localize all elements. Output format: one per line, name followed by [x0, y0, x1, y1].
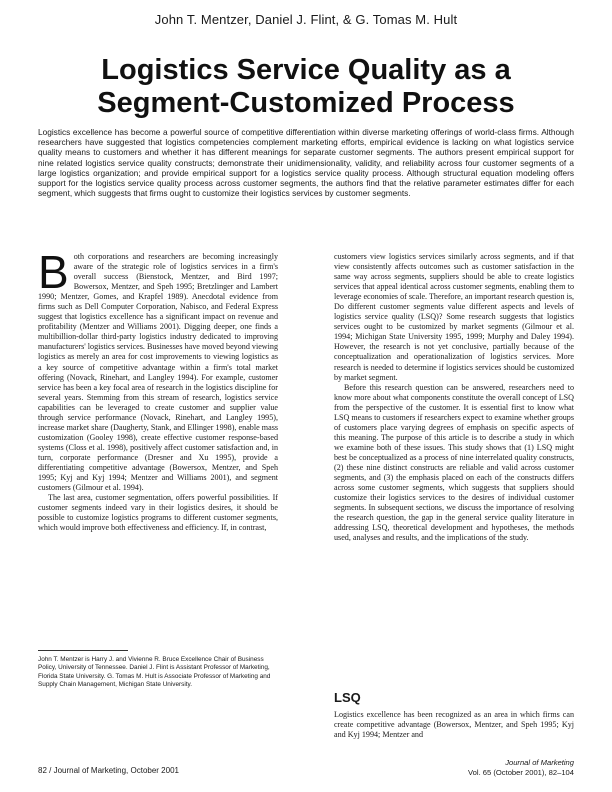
body-paragraph: customers view logistics services similarly across segments, and if that view consistently affects outcomes such as customer satisfaction in the same way across segments, suppliers should be able to create logistics services that appeal identical across customer segments, enabling them to leverage economies of scale. Therefore, an important research question is, Do different customer segments value different aspects and levels of logistics service quality (LSQ)? Some research suggests that logistics services ought to be customized by market segments (Gilmour et al. 1994; Michigan State University 1995, 1999; Murphy and Daley 1994). However, the research is not yet conclusive, partially because of the conceptualization and operationalization of logistics services. More research is needed to determine if logistics services should be customized by market segment. — [334, 252, 574, 382]
page-footer-right — [460, 758, 574, 778]
body-paragraph: The last area, customer segmentation, offers powerful possibilities. If customer segments indeed vary in their logistics desires, it should be possible to customize logistics programs to different customer segments, which would improve both effectiveness and efficiency. If, in contrast, — [38, 493, 278, 533]
body-paragraph — [38, 246, 278, 493]
abstract: Logistics excellence has become a powerful source of competitive differentiation within diverse marketing offerings of world-class firms. Although researchers have suggested that logistics competencies complement marketing efforts, empirical evidence is lacking on what logistics service quality means to customers and whether it has different meanings for separate customer segments. The authors present empirical support for nine related logistics service quality constructs; demonstrate their unidimensionality, validity, and reliability across four customer segments of a large logistics organization; and provide empirical support for a logistics service quality process. Although structural equation modeling offers support for the logistics service quality process across customer segments, the authors find that the relative parameter estimates differ for each segment, which suggests that firms ought to customize their logistics services by customer segments. — [38, 127, 574, 199]
footnote-divider — [38, 650, 128, 651]
body-paragraph: Before this research question can be answered, researchers need to know more about what components constitute the overall concept of LSQ from the perspective of the customer. It is essential first to know what LSQ means to customers if researchers expect to examine whether groups of customers place varying degrees of emphasis on specific aspects of this meaning. The purpose of this article is to describe a study in which we examine both of these issues. This study shows that (1) LSQ might best be conceptualized as a process of nine interrelated quality constructs, (2) these nine distinct constructs are reliable and valid across customer segments, and (3) the emphasis placed on each of the constructs differs across some customer segments, which suggests that suppliers should customize their logistics services to the desires of individual customer segments. In subsequent sections, we discuss the importance of resolving the research question, the gap in the general service quality literature in addressing LSQ, theoretical development and hypotheses, the methods used, analyses and results, and the implications of the study. — [334, 382, 574, 543]
title-line-2: Segment-Customized Process — [97, 87, 515, 119]
section-heading: LSQ — [334, 690, 361, 705]
body-column-right — [334, 252, 574, 543]
article-title — [0, 54, 612, 120]
journal-name: Journal of Marketing — [505, 758, 574, 767]
drop-cap: B — [38, 246, 69, 298]
paragraph-text: oth corporations and researchers are becoming increasingly aware of the strategic role of logistics services in a firm's overall success (Bienstock, Mentzer, and Bird 1997; Bowersox, Mentzer, and Speh 1995; Bretzlinger and Lambert 1990; Mentzer, Gomes, and Krapfel 1989). Anecdotal evidence from firms such as Dell Computer Corporation, Nabisco, and Federal Express suggest that logistics excellence has a significant impact on revenue and profitability (Mentzer and Williams 2001). Digging deeper, one finds a multibillion-dollar third-party logistics industry dedicated to improving manufacturers' logistics services. Businesses have moved beyond viewing logistics as merely an area for cost improvements to viewing logistics as a key source of competitive advantage within a firm's total market offering (Novack, Rinehart, and Langley 1994). For example, customer service has been a key focal area of research in the logistics discipline for several years. Stemming from this stream of research, logistics service capabilities can be leveraged to create customer and supplier value through service performance (Novack, Rinehart, and Langley 1995), increase market share (Daugherty, Stank, and Ellinger 1998), enable mass customization (Gooley 1998), create effective customer response-based systems (Closs et al. 1998), positively affect customer satisfaction and, in turn, corporate performance (Dresner and Xu 1995), provide a differentiating competitive advantage (Bowersox, Mentzer, and Speh 1995; Kyj and Kyj 1994; Mentzer and Williams 2001), and segment customers (Gilmour et al. 1994). — [38, 252, 278, 493]
title-line-1: Logistics Service Quality as a — [101, 54, 511, 86]
author-footnote: John T. Mentzer is Harry J. and Vivienne R. Bruce Excellence Chair of Business Policy, University of Tennessee. Daniel J. Flint is Assistant Professor of Marketing, Florida State University. G. Tomas M. Hult is Associate Professor of Marketing and Supply Chain Management, Michigan State University. — [38, 656, 271, 688]
volume-info: Vol. 65 (October 2001), 82–104 — [468, 768, 574, 777]
section-paragraph: Logistics excellence has been recognized as an area in which firms can create competitive advantage (Bowersox, Mentzer, and Speh 1995; Kyj and Kyj 1994; Mentzer and — [334, 710, 574, 740]
author-list: John T. Mentzer, Daniel J. Flint, & G. Tomas M. Hult — [154, 12, 458, 27]
body-column-left — [38, 246, 278, 533]
page-footer-left: 82 / Journal of Marketing, October 2001 — [38, 766, 179, 775]
